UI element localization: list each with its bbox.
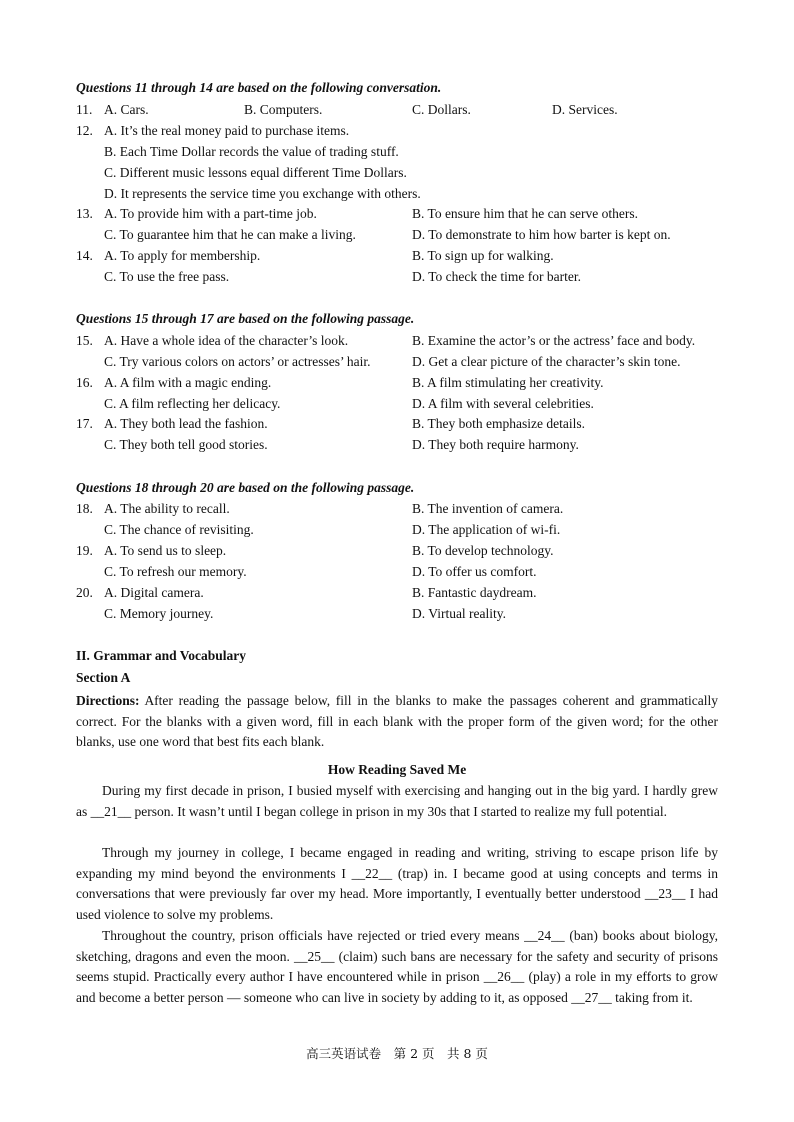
option-c: C. The chance of revisiting. [104,522,254,537]
question-number: 12. [76,123,93,138]
section-header-q15-17: Questions 15 through 17 are based on the following passage. [76,311,415,326]
option-a: A. To send us to sleep. [104,543,227,558]
option-b: B. The invention of camera. [412,501,564,516]
question-number: 11. [76,102,93,117]
part-title: II. Grammar and Vocabulary [76,648,247,663]
option-c: C. Dollars. [412,102,471,117]
option-a: A. A film with a magic ending. [104,375,272,390]
question-number: 18. [76,501,93,516]
page-footer: 高三英语试卷 第 2 页 共 8 页 [306,1046,488,1061]
question-number: 20. [76,585,93,600]
question-number: 16. [76,375,93,390]
option-a: A. Have a whole idea of the character’s look. [104,333,349,348]
option-d: D. To demonstrate to him how barter is kept on. [412,227,671,242]
option-c: C. They both tell good stories. [104,437,268,452]
passage-title: How Reading Saved Me [327,762,467,777]
option-b: B. Fantastic daydream. [412,585,537,600]
section-title: Section A [76,670,131,685]
question-number: 15. [76,333,93,348]
option-b: B. Examine the actor’s or the actress’ face and body. [412,333,696,348]
option-b: B. Computers. [244,102,323,117]
question-number: 19. [76,543,93,558]
option-c: C. To guarantee him that he can make a living. [104,227,356,242]
option-d: D. The application of wi-fi. [412,522,561,537]
option-b: B. A film stimulating her creativity. [412,375,604,390]
directions [76,691,718,753]
option-c: C. Try various colors on actors’ or actresses’ hair. [104,354,371,369]
option-d: D. Services. [552,102,618,117]
option-a: A. It’s the real money paid to purchase items. [104,123,350,138]
option-b: B. To sign up for walking. [412,248,554,263]
option-c: C. To use the free pass. [104,269,230,284]
option-b: B. They both emphasize details. [412,416,585,431]
option-b: B. To develop technology. [412,543,554,558]
option-c: C. A film reflecting her delicacy. [104,396,281,411]
option-a: A. The ability to recall. [104,501,230,516]
directions-text: After reading the passage below, fill in the blanks to make the passages coherent and grammatically correct. For the blanks with a given word, fill in each blank with the proper form of the given word; for the other blanks, use one word that best fits each blank. [76,693,718,750]
passage-paragraph-1: During my first decade in prison, I busied myself with exercising and hanging out in the big yard. I hardly grew as __21__ person. It wasn’t until I began college in prison in my 30s that I started to realize my full potential. [76,783,718,819]
option-d: D. A film with several celebrities. [412,396,594,411]
option-d: D. To offer us comfort. [412,564,537,579]
option-a: A. To apply for membership. [104,248,261,263]
option-c: C. To refresh our memory. [104,564,247,579]
directions-label: Directions: [76,693,140,708]
option-a: A. They both lead the fashion. [104,416,268,431]
option-a: A. To provide him with a part-time job. [104,206,317,221]
option-d: D. To check the time for barter. [412,269,581,284]
option-d: D. Virtual reality. [412,606,507,621]
section-header-q11-14: Questions 11 through 14 are based on the following conversation. [76,80,442,95]
option-d: D. It represents the service time you exchange with others. [104,186,421,201]
option-d: D. They both require harmony. [412,437,579,452]
option-d: D. Get a clear picture of the character’s skin tone. [412,354,681,369]
option-a: A. Cars. [104,102,149,117]
option-b: B. To ensure him that he can serve others. [412,206,638,221]
question-number: 14. [76,248,93,263]
section-header-q18-20: Questions 18 through 20 are based on the following passage. [76,480,415,495]
option-c: C. Different music lessons equal different Time Dollars. [104,165,407,180]
question-number: 13. [76,206,93,221]
option-c: C. Memory journey. [104,606,214,621]
passage-paragraph-3: Throughout the country, prison officials have rejected or tried every means __24__ (ban) books about biology, sketching, dragons and even the moon. __25__ (claim) such bans are necessary for the safety and security of prisons seems stupid. Practically every author I have encountered while in prison __26__ (play) a role in my efforts to grow and become a better person — someone who can live in society by adding to it, as opposed __27__ taking from it. [76,928,718,1006]
option-b: B. Each Time Dollar records the value of trading stuff. [104,144,399,159]
passage-paragraph-2: Through my journey in college, I became engaged in reading and writing, striving to escape prison life by expanding my mind beyond the environments I __22__ (trap) in. I became good at using concepts and terms in conversations that were previously far over my head. More importantly, I eventually better understood __23__ I had used violence to solve my problems. [76,845,718,923]
option-a: A. Digital camera. [104,585,204,600]
question-number: 17. [76,416,93,431]
